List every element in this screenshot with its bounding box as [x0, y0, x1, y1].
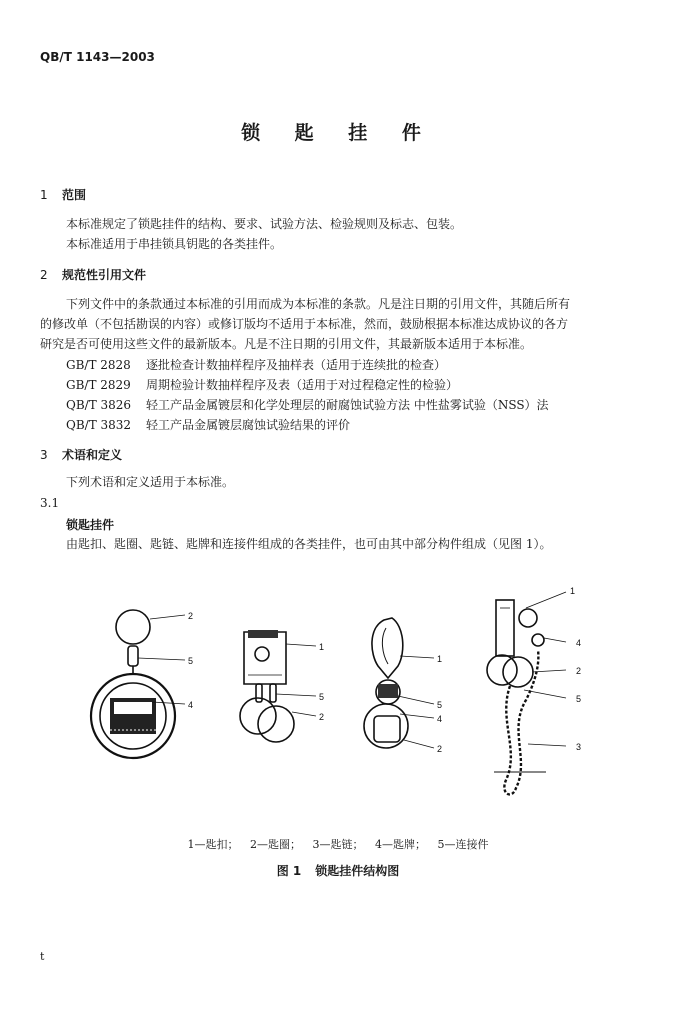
key-clip-shape	[496, 600, 514, 656]
paragraph-line: 的修改单（不包括勘误的内容）或修订版均不适用于本标准，然而，鼓励根据本标准达成协议的各方	[40, 317, 569, 331]
reference-code: QB/T 3832	[66, 418, 132, 432]
clip-holder-assembly	[240, 630, 294, 742]
reference-code: QB/T 3826	[66, 398, 132, 412]
key-fob-figure	[0, 580, 676, 820]
reference-title: 轻工产品金属镀层腐蚀试验结果的评价	[146, 418, 351, 432]
term-definition: 由匙扣、匙圈、匙链、匙牌和连接件组成的各类挂件，也可由其中部分构件组成（见图 1）。	[66, 537, 552, 551]
key-ring-shape	[116, 610, 150, 644]
reference-row	[66, 396, 549, 413]
term-number: 3.1	[40, 496, 60, 510]
callout-5: 5	[319, 692, 325, 702]
callout-3: 3	[576, 742, 582, 752]
callout-5: 5	[188, 656, 194, 666]
paragraph: 下列术语和定义适用于本标准。	[66, 475, 235, 489]
reference-row	[66, 356, 446, 373]
belt-chain-assembly	[487, 600, 546, 794]
standard-code: QB/T 1143—2003	[40, 50, 155, 64]
figure-legend: 1—匙扣； 2—匙圈； 3—匙链； 4—匙牌； 5—连接件	[187, 838, 489, 851]
callout-4: 4	[437, 714, 443, 724]
reference-title: 轻工产品金属镀层和化学处理层的耐腐蚀试验方法 中性盐雾试验（NSS）法	[146, 398, 549, 412]
callout-5: 5	[576, 694, 582, 704]
reference-code: GB/T 2829	[66, 378, 131, 392]
callout-1: 1	[319, 642, 325, 652]
callout-4: 4	[188, 700, 194, 710]
section-number: 1	[40, 188, 48, 202]
section-number: 2	[40, 268, 48, 282]
paragraph-line: 研究是否可使用这些文件的最新版本。凡是不注日期的引用文件，其最新版本适用于本标准。	[40, 337, 533, 351]
paragraph: 本标准适用于串挂锁具钥匙的各类挂件。	[66, 237, 283, 251]
callout-2: 2	[576, 666, 582, 676]
reference-title: 周期检验计数抽样程序及表（适用于对过程稳定性的检验）	[146, 378, 459, 392]
key-ring-shape	[503, 657, 533, 687]
connector-shape	[270, 684, 276, 702]
carabiner-assembly	[364, 618, 408, 748]
reference-row	[66, 416, 350, 433]
reference-row	[66, 376, 458, 393]
callout-1: 1	[437, 654, 443, 664]
section-1-heading	[40, 186, 86, 203]
connector-shape	[128, 646, 138, 666]
figure-label: 图 1	[276, 864, 302, 878]
key-clip-shape	[372, 618, 403, 678]
key-tag-shape	[532, 634, 544, 646]
figure-title: 锁匙挂件结构图	[315, 864, 400, 878]
key-clip-shape	[244, 632, 286, 684]
section-number: 3	[40, 448, 48, 462]
section-title: 范围	[62, 188, 87, 202]
figure-caption	[0, 862, 676, 879]
key-ring-shape	[487, 655, 517, 685]
reference-code: GB/T 2828	[66, 358, 131, 372]
callout-1: 1	[570, 586, 576, 596]
section-2-heading	[40, 266, 146, 283]
round-tag-assembly	[91, 610, 175, 758]
section-title: 术语和定义	[62, 448, 123, 462]
callout-5: 5	[437, 700, 443, 710]
callout-2: 2	[437, 744, 443, 754]
reference-title: 逐批检查计数抽样程序及抽样表（适用于连续批的检查）	[146, 358, 447, 372]
term-name: 锁匙挂件	[66, 518, 115, 532]
paragraph: 本标准规定了锁匙挂件的结构、要求、试验方法、检验规则及标志、包装。	[66, 217, 463, 231]
callout-2: 2	[188, 611, 194, 621]
callout-4: 4	[576, 638, 582, 648]
connector-shape	[256, 684, 262, 702]
key-tag-shape	[374, 716, 400, 742]
section-3-heading	[40, 446, 122, 463]
section-title: 规范性引用文件	[62, 268, 147, 282]
page-footer-mark: t	[40, 950, 45, 963]
connector-shape	[519, 609, 537, 627]
callout-2: 2	[319, 712, 325, 722]
paragraph-line: 下列文件中的条款通过本标准的引用而成为本标准的条款。凡是注日期的引用文件，其随后所有	[66, 297, 571, 311]
document-title: 锁 匙 挂 件	[241, 122, 435, 144]
